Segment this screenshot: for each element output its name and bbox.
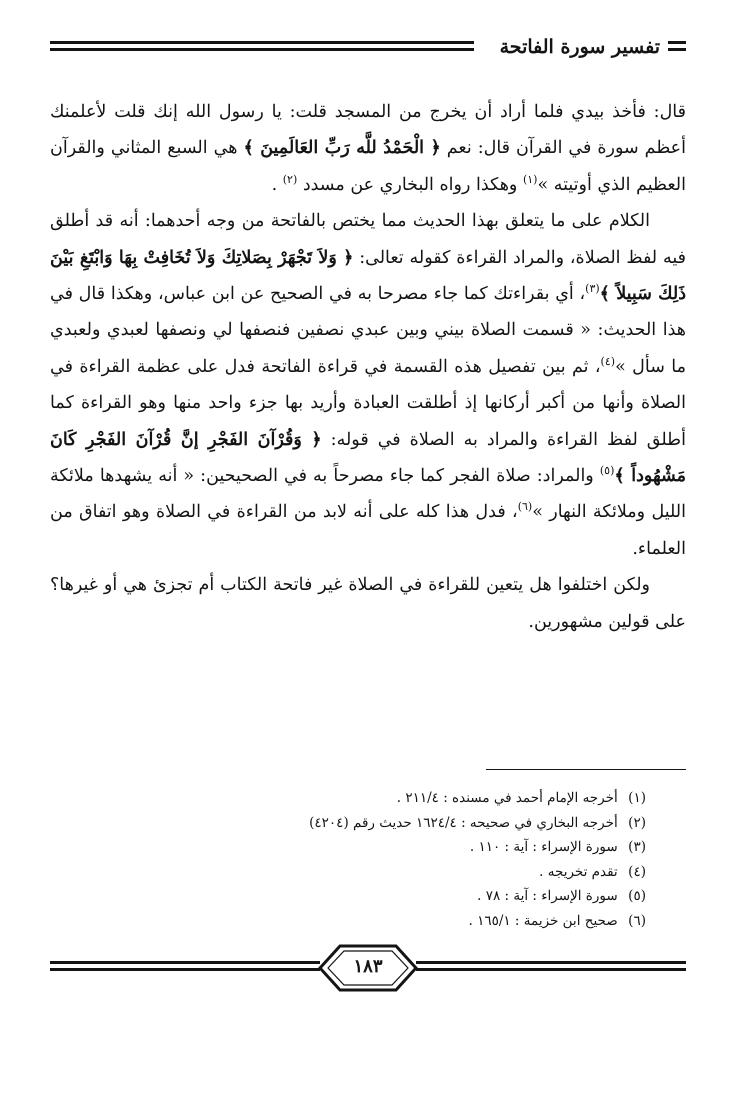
footer-rule-left-top bbox=[50, 961, 320, 964]
p2-quran-quote-1: ﴿ وَلاَ تَجْهَرْ بِصَلاتِكَ وَلاَ تُخَافِتْ بِهَا وَابْتَغِ بَيْنَ ذَلِكَ سَبِيلاً ﴾ bbox=[50, 247, 686, 305]
header-title: تفسير سورة الفاتحة bbox=[499, 36, 660, 58]
footnote-number: (١) bbox=[628, 790, 646, 806]
footnote-ref-2[interactable]: (٢) bbox=[282, 172, 298, 186]
paragraph-2 bbox=[50, 203, 686, 567]
p1-text-2: هي السبع المثاني والقرآن العظيم الذي أوتيته » bbox=[50, 138, 686, 195]
footnote-5 bbox=[86, 884, 646, 909]
paragraph-1 bbox=[50, 94, 686, 203]
page-number-ornament bbox=[318, 942, 418, 994]
footnote-1 bbox=[86, 786, 646, 811]
p1-text-1: قال: فأخذ بيدي فلما أراد أن يخرج من المسجد قلت: يا رسول الله إنك قلت لأعلمنك أعظم سورة في القرآن قال: نعم bbox=[50, 102, 686, 159]
page-body bbox=[50, 94, 686, 640]
footnote-ref-5[interactable]: (٥) bbox=[599, 464, 615, 478]
footnote-text: سورة الإسراء : آية : ٧٨ . bbox=[477, 888, 618, 904]
page-footer bbox=[50, 938, 686, 998]
header-rule-left bbox=[50, 40, 474, 54]
footer-rule-left-bottom bbox=[50, 968, 320, 971]
footnote-ref-3[interactable]: (٣) bbox=[585, 282, 600, 296]
footnote-text: سورة الإسراء : آية : ١١٠ . bbox=[469, 839, 618, 855]
p1-quran-quote: ﴿ الْحَمْدُ للَّه رَبِّ العَالَمِينَ ﴾ bbox=[243, 138, 441, 159]
footer-rule-right-top bbox=[416, 961, 686, 964]
p2-text-5: ، فدل هذا كله على أنه لابد من القراءة في الصلاة وهو اتفاق من العلماء. bbox=[50, 502, 686, 559]
footnote-number: (٤) bbox=[628, 863, 646, 880]
paragraph-3: ولكن اختلفوا هل يتعين للقراءة في الصلاة غير فاتحة الكتاب أم تجزئ هي أو غيرها؟ على قولين مشهورين. bbox=[50, 575, 686, 632]
footnote-ref-6[interactable]: (٦) bbox=[517, 500, 533, 514]
p1-text-4: . bbox=[271, 174, 278, 195]
p1-text-3: وهكذا رواه البخاري عن مسدد bbox=[302, 174, 518, 195]
footnote-ref-4[interactable]: (٤) bbox=[600, 354, 616, 368]
footnote-4 bbox=[86, 860, 646, 885]
footnote-text: تقدم تخريجه . bbox=[539, 863, 618, 880]
p2-text-4: والمراد: صلاة الفجر كما جاء مصرحاً به في الصحيحين: « أنه يشهدها ملائكة الليل وملائكة النهار » bbox=[50, 466, 686, 523]
footer-rule-right-bottom bbox=[416, 968, 686, 971]
footnote-6 bbox=[86, 909, 646, 934]
page-number: ١٨٣ bbox=[353, 956, 383, 977]
footnotes bbox=[86, 786, 646, 933]
footnote-separator bbox=[486, 769, 686, 770]
footnote-number: (٦) bbox=[628, 912, 646, 929]
p2-text-1: الكلام على ما يتعلق بهذا الحديث مما يختص بالفاتحة من وجه أحدهما: أنه قد أطلق فيه لفظ الصلاة، والمراد القراءة كقوله تعالى: bbox=[50, 211, 686, 268]
footnote-text: أخرجه البخاري في صحيحه : ١٦٢٤/٤ حديث رقم (٤٢٠٤) bbox=[309, 814, 618, 831]
footnote-2 bbox=[86, 811, 646, 836]
footnote-number: (٥) bbox=[628, 888, 646, 904]
footnote-number: (٢) bbox=[628, 814, 646, 831]
footnote-ref-1[interactable]: (١) bbox=[522, 172, 538, 186]
running-header bbox=[50, 34, 686, 60]
footnote-text: أخرجه الإمام أحمد في مسنده : ٢١١/٤ . bbox=[396, 790, 618, 806]
footnote-number: (٣) bbox=[628, 839, 646, 855]
footnote-3 bbox=[86, 835, 646, 860]
p2-text-2: ، أي بقراءتك كما جاء مصرحا به في الصحيح عن ابن عباس، وهكذا قال في هذا الحديث: « قسمت الصلاة بيني وبين عبدي نصفين فنصفها لي ونصفها لعبدي ولعبدي ما سأل » bbox=[50, 284, 686, 377]
p2-quran-quote-2: ﴿ وَقُرْآنَ الفَجْرِ إنَّ قُرْآنَ الفَجْرِ كَانَ مَشْهُوداً ﴾ bbox=[50, 429, 686, 487]
p2-text-3: ، ثم بين تفصيل هذه القسمة في قراءة الفاتحة فدل على عظمة القراءة في الصلاة وأنها من أكبر أركانها إذ أطلقت العبادة وأريد بها جزء واحد منها وهو القراءة كما أطلق لفظ القراءة والمراد به الصلاة في قوله: bbox=[50, 356, 686, 450]
header-rule-right bbox=[668, 40, 686, 54]
footnote-text: صحيح ابن خزيمة : ١٦٥/١ . bbox=[468, 912, 618, 929]
